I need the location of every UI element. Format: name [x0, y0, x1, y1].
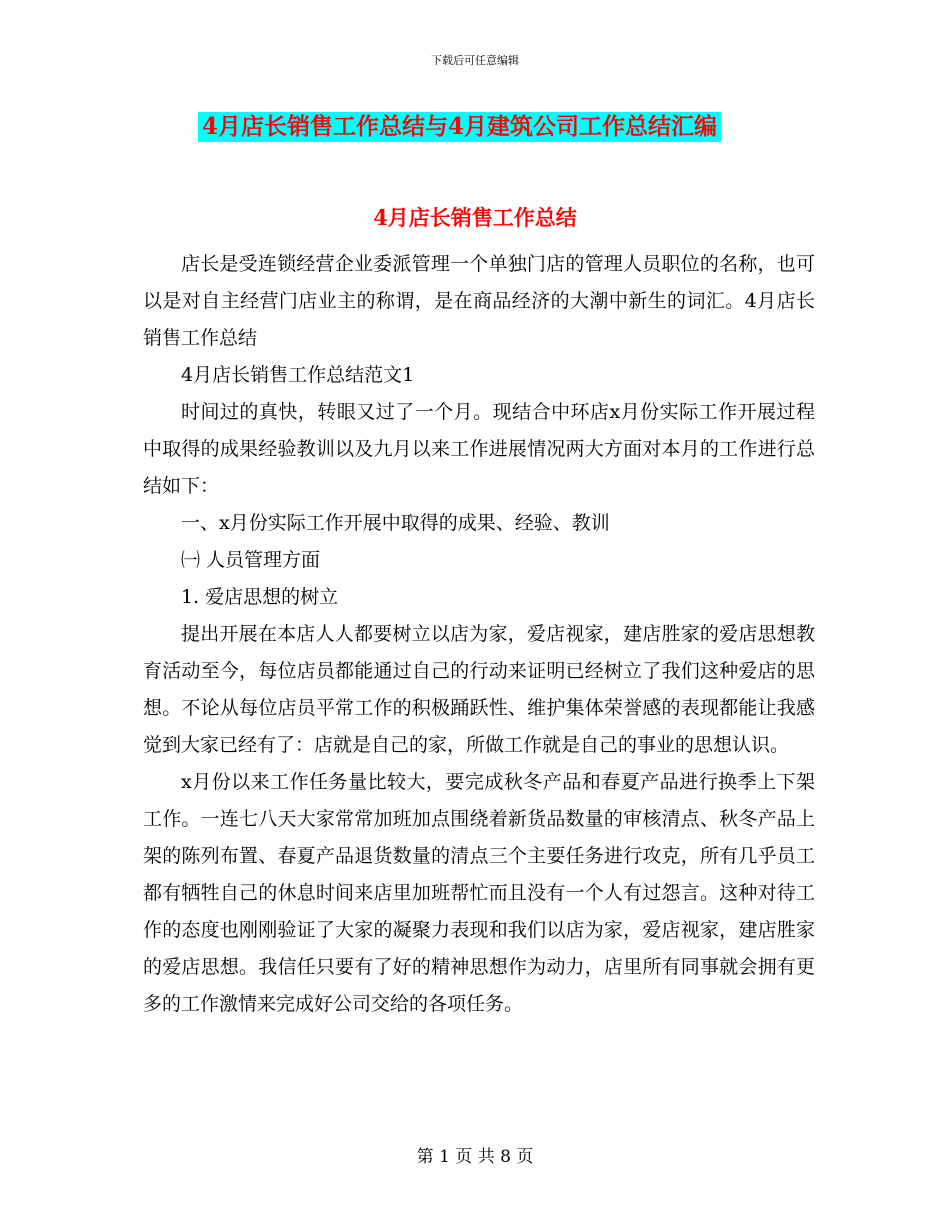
heading-level-1: 一、x月份实际工作开展中取得的成果、经验、教训 [181, 512, 610, 534]
paragraph-store-spirit: 提出开展在本店人人都要树立以店为家，爱店视家，建店胜家的爱店思想教育活动至今，每位店员都能通过自己的行动来证明已经树立了我们这种爱店的思想。不论从每位店员平常工作的积极踊跃性、维护集体荣誉感的表现都能让我感觉到大家已经有了：店就是自己的家，所做工作就是自己的事业的思想认识。 [143, 623, 815, 756]
document-body [143, 246, 815, 1023]
section-title: 4月店长销售工作总结 [373, 205, 577, 230]
header-note: 下载后可任意编辑 [431, 54, 519, 67]
heading-level-3: 1. 爱店思想的树立 [181, 586, 339, 608]
document-main-title: 4月店长销售工作总结与4月建筑公司工作总结汇编 [198, 112, 721, 142]
paragraph-workload: x月份以来工作任务量比较大，要完成秋冬产品和春夏产品进行换季上下架工作。一连七八天大家常常加班加点围绕着新货品数量的审核清点、秋冬产品上架的陈列布置、春夏产品退货数量的清点三个主要任务进行攻克，所有几乎员工都有牺牲自己的休息时间来店里加班帮忙而且没有一个人有过怨言。这种对待工作的态度也刚刚验证了大家的凝聚力表现和我们以店为家，爱店视家，建店胜家的爱店思想。我信任只要有了好的精神思想作为动力，店里所有同事就会拥有更多的工作激情来完成好公司交给的各项任务。 [143, 771, 815, 1015]
page-number: 第 1 页 共 8 页 [416, 1147, 534, 1167]
paragraph-opening: 时间过的真快，转眼又过了一个月。现结合中环店x月份实际工作开展过程中取得的成果经验教训以及九月以来工作进展情况两大方面对本月的工作进行总结如下： [143, 401, 815, 497]
heading-level-2: ㈠ 人员管理方面 [181, 549, 321, 571]
paragraph-intro: 店长是受连锁经营企业委派管理一个单独门店的管理人员职位的名称，也可以是对自主经营门店业主的称谓，是在商品经济的大潮中新生的词汇。4月店长销售工作总结 [143, 253, 815, 349]
paragraph-sample-title: 4月店长销售工作总结范文1 [181, 364, 415, 386]
